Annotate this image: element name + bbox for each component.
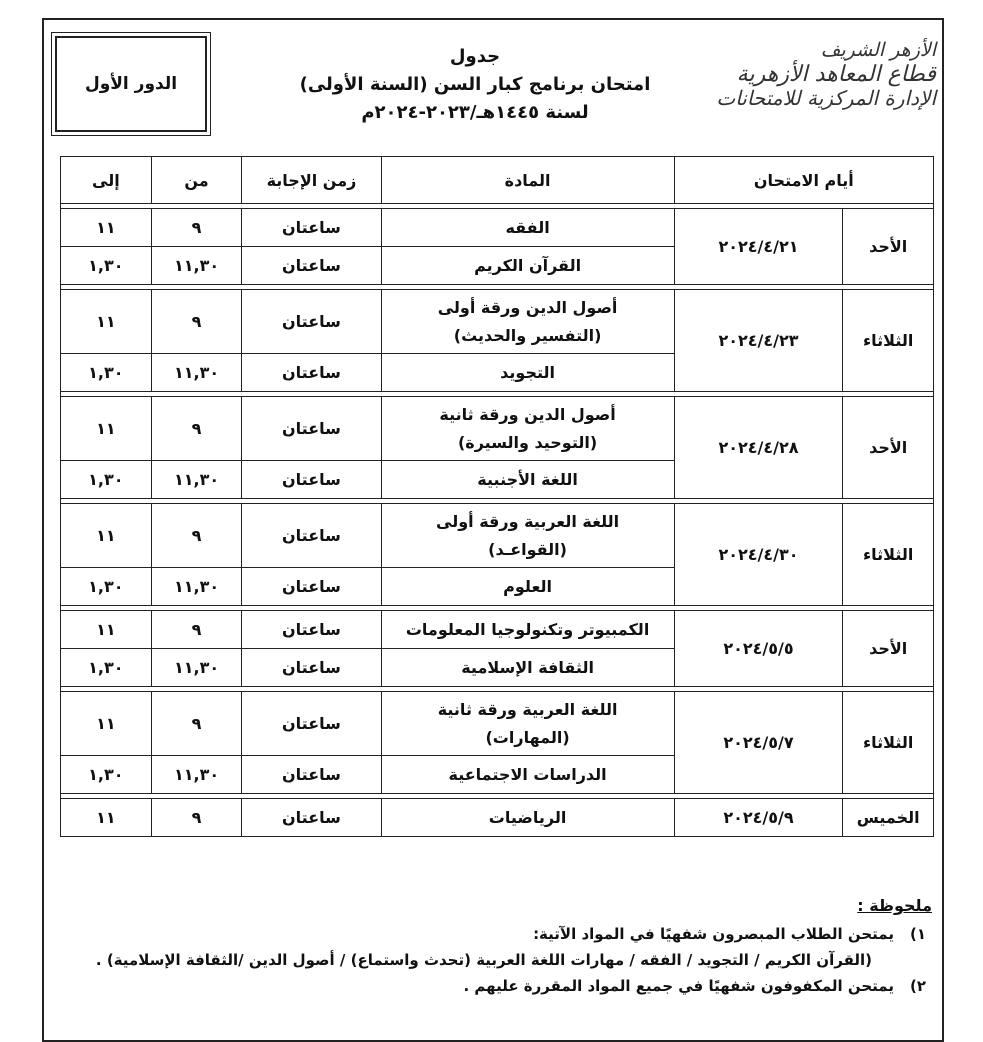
subject-cell <box>381 692 674 756</box>
duration-cell: ساعتان <box>242 756 381 794</box>
duration-cell: ساعتان <box>242 504 381 568</box>
table-row <box>61 692 934 756</box>
exam-date-cell: ٢٠٢٤/٤/٢١ <box>674 209 843 285</box>
notes-section <box>70 896 932 1003</box>
from-time-cell: ١١,٣٠ <box>151 649 242 687</box>
exam-day-cell: الأحد <box>843 209 934 285</box>
subject-line: الثقافة الإسلامية <box>461 657 594 677</box>
exam-day-cell: الأحد <box>843 397 934 499</box>
header-duration: زمن الإجابة <box>242 157 381 204</box>
table-row <box>61 209 934 247</box>
exam-day-cell: الثلاثاء <box>843 504 934 606</box>
exam-schedule-table <box>60 156 934 837</box>
subject-cell <box>381 611 674 649</box>
exam-date-cell: ٢٠٢٤/٤/٣٠ <box>674 504 843 606</box>
subject-line: التجويد <box>500 362 555 382</box>
subject-cell <box>381 799 674 837</box>
exam-round-label: الدور الأول <box>84 74 178 94</box>
from-time-cell: ٩ <box>151 611 242 649</box>
exam-day-cell: الأحد <box>843 611 934 687</box>
exam-date-cell: ٢٠٢٤/٥/٥ <box>674 611 843 687</box>
subject-line: العلوم <box>503 576 552 596</box>
to-time-cell: ١١ <box>61 290 152 354</box>
from-time-cell: ٩ <box>151 209 242 247</box>
from-time-cell: ٩ <box>151 799 242 837</box>
exam-day-cell: الخميس <box>843 799 934 837</box>
exam-date-cell: ٢٠٢٤/٥/٧ <box>674 692 843 794</box>
subject-cell <box>381 290 674 354</box>
subject-line: (القواعـد) <box>488 539 567 559</box>
duration-cell: ساعتان <box>242 611 381 649</box>
table-row <box>61 799 934 837</box>
subject-line: الدراسات الاجتماعية <box>448 764 607 784</box>
document-title: جدول <box>449 46 501 67</box>
note-number: ١) <box>909 925 926 943</box>
subject-line: اللغة العربية ورقة ثانية <box>437 700 618 720</box>
subject-cell <box>381 397 674 461</box>
subject-cell <box>381 568 674 606</box>
subject-cell <box>381 756 674 794</box>
notes-heading: ملحوظة : <box>857 896 932 915</box>
subject-line: الرياضيات <box>488 807 567 827</box>
header-to: إلى <box>61 157 152 204</box>
note-number: ٢) <box>909 977 926 995</box>
note-text: يمتحن الطلاب المبصرون شفهيًا في المواد الآتية: <box>533 925 894 943</box>
subject-line: (التوحيد والسيرة) <box>457 432 598 452</box>
to-time-cell: ١١ <box>61 397 152 461</box>
subject-line: اللغة العربية ورقة أولى <box>436 512 620 532</box>
subject-cell <box>381 247 674 285</box>
to-time-cell: ١١ <box>61 611 152 649</box>
subject-line: اللغة الأجنبية <box>477 469 578 489</box>
table-header-row <box>61 157 934 204</box>
subject-cell <box>381 354 674 392</box>
note-subtext: (القرآن الكريم / التجويد / الفقه / مهارات اللغة العربية (تحدث واستماع) / أصول الدين /الثقافة الإسلامية) . <box>95 951 872 969</box>
header-exam-days: أيام الامتحان <box>674 157 933 204</box>
subject-line: الفقه <box>505 217 550 237</box>
exam-day-cell: الثلاثاء <box>843 290 934 392</box>
subject-cell <box>381 504 674 568</box>
subject-line: (التفسير والحديث) <box>453 325 602 345</box>
document-subtitle: امتحان برنامج كبار السن (السنة الأولى) <box>299 74 651 95</box>
to-time-cell: ١,٣٠ <box>61 247 152 285</box>
duration-cell: ساعتان <box>242 799 381 837</box>
table-row <box>61 611 934 649</box>
duration-cell: ساعتان <box>242 209 381 247</box>
header-from: من <box>151 157 242 204</box>
azhar-letterhead-logo <box>716 40 936 152</box>
subject-cell <box>381 209 674 247</box>
logo-line-3: الإدارة المركزية للامتحانات <box>716 86 936 111</box>
from-time-cell: ٩ <box>151 397 242 461</box>
subject-line: أصول الدين ورقة أولى <box>437 298 618 318</box>
logo-line-1: الأزهر الشريف <box>820 39 936 61</box>
duration-cell: ساعتان <box>242 568 381 606</box>
subject-cell <box>381 461 674 499</box>
to-time-cell: ١,٣٠ <box>61 568 152 606</box>
from-time-cell: ٩ <box>151 692 242 756</box>
to-time-cell: ١١ <box>61 692 152 756</box>
to-time-cell: ١١ <box>61 799 152 837</box>
from-time-cell: ١١,٣٠ <box>151 568 242 606</box>
to-time-cell: ١,٣٠ <box>61 354 152 392</box>
duration-cell: ساعتان <box>242 397 381 461</box>
subject-line: الكمبيوتر وتكنولوجيا المعلومات <box>405 619 650 639</box>
duration-cell: ساعتان <box>242 461 381 499</box>
exam-day-cell: الثلاثاء <box>843 692 934 794</box>
duration-cell: ساعتان <box>242 649 381 687</box>
table-row <box>61 290 934 354</box>
to-time-cell: ١,٣٠ <box>61 461 152 499</box>
exam-date-cell: ٢٠٢٤/٤/٢٨ <box>674 397 843 499</box>
to-time-cell: ١١ <box>61 209 152 247</box>
duration-cell: ساعتان <box>242 692 381 756</box>
exam-round-box <box>55 36 207 132</box>
subject-line: القرآن الكريم <box>474 255 582 275</box>
subject-cell <box>381 649 674 687</box>
from-time-cell: ١١,٣٠ <box>151 354 242 392</box>
to-time-cell: ١,٣٠ <box>61 649 152 687</box>
from-time-cell: ١١,٣٠ <box>151 247 242 285</box>
note-item-1 <box>70 925 932 943</box>
logo-line-2: قطاع المعاهد الأزهرية <box>736 61 936 87</box>
note-item-2 <box>70 977 932 995</box>
to-time-cell: ١١ <box>61 504 152 568</box>
note-text: يمتحن المكفوفون شفهيًا في جميع المواد المقررة عليهم . <box>463 977 894 995</box>
document-heading <box>260 48 690 122</box>
subject-line: (المهارات) <box>485 727 570 747</box>
table-row <box>61 504 934 568</box>
exam-date-cell: ٢٠٢٤/٤/٢٣ <box>674 290 843 392</box>
to-time-cell: ١,٣٠ <box>61 756 152 794</box>
duration-cell: ساعتان <box>242 354 381 392</box>
subject-line: أصول الدين ورقة ثانية <box>439 405 616 425</box>
from-time-cell: ٩ <box>151 504 242 568</box>
header-subject: المادة <box>381 157 674 204</box>
table-row <box>61 397 934 461</box>
from-time-cell: ٩ <box>151 290 242 354</box>
duration-cell: ساعتان <box>242 247 381 285</box>
academic-year: لسنة ١٤٤٥هـ/٢٠٢٣-٢٠٢٤م <box>361 102 589 123</box>
from-time-cell: ١١,٣٠ <box>151 461 242 499</box>
duration-cell: ساعتان <box>242 290 381 354</box>
from-time-cell: ١١,٣٠ <box>151 756 242 794</box>
exam-date-cell: ٢٠٢٤/٥/٩ <box>674 799 843 837</box>
